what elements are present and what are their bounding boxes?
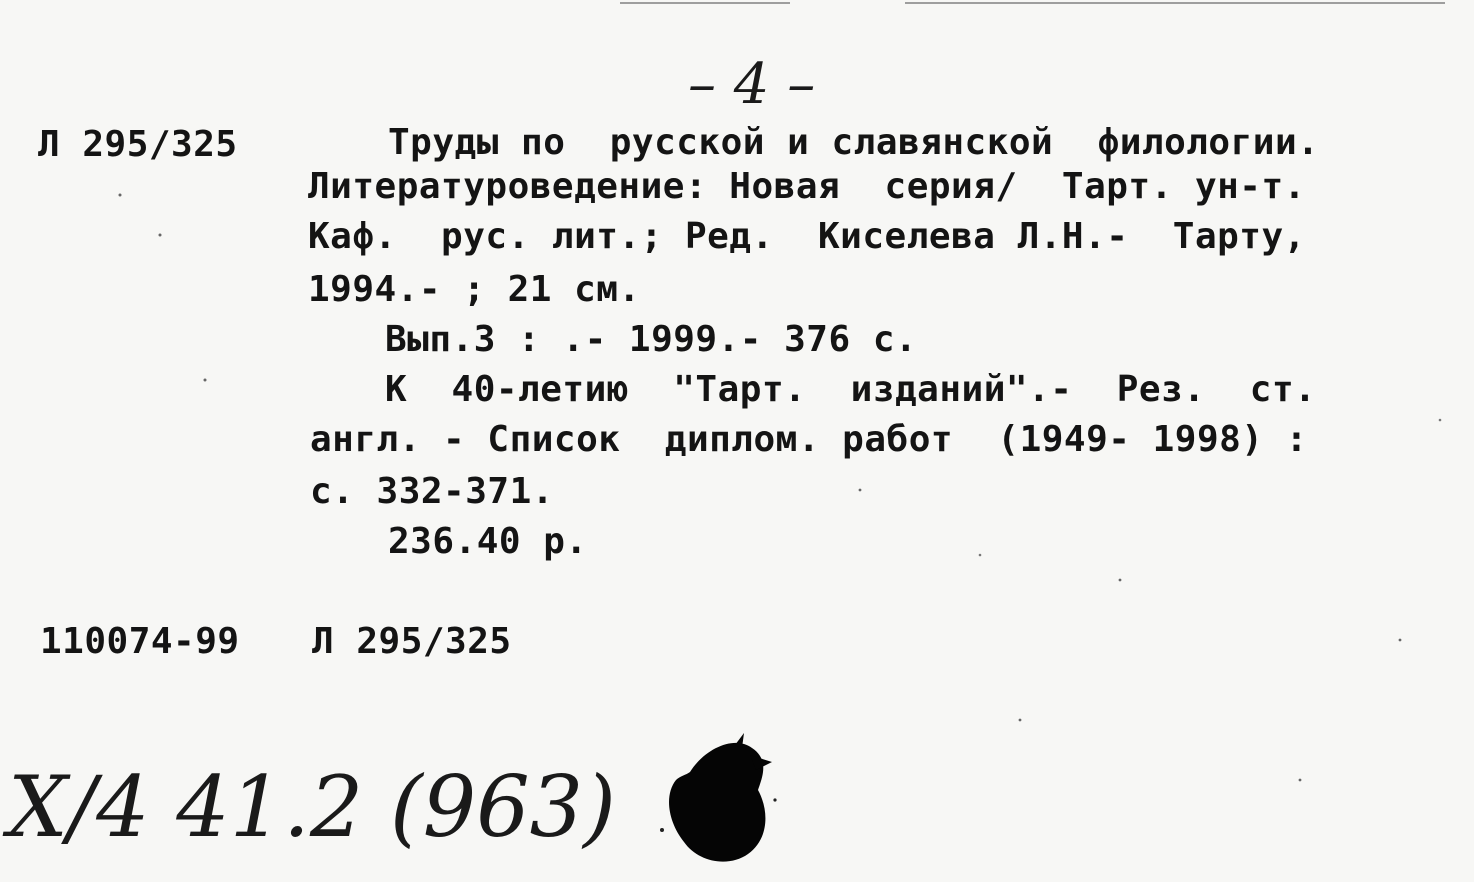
note-line-2: англ. - Список диплом. работ (1949- 1998) :: [310, 419, 1308, 460]
title-line-3: Каф. рус. лит.; Ред. Киселева Л.Н.- Тарту,: [308, 216, 1306, 257]
handwritten-page-mark: – 4 –: [688, 52, 816, 117]
shelfmark-top: Л 295/325: [38, 124, 238, 165]
price-line: 236.40 р.: [388, 521, 588, 562]
shelfmark-bottom: Л 295/325: [312, 621, 512, 662]
note-line-3: с. 332-371.: [310, 471, 554, 512]
title-line-1: Труды по русской и славянской филологии.: [388, 122, 1320, 163]
accession-number: 110074-99: [40, 621, 240, 662]
note-line-1: К 40-летию "Тарт. изданий".- Рез. ст.: [385, 369, 1317, 410]
issue-line: Вып.3 : .- 1999.- 376 с.: [385, 319, 918, 360]
handwritten-classification: Х/4 41.2 (963): [8, 758, 616, 856]
title-line-4: 1994.- ; 21 см.: [308, 269, 641, 310]
title-line-2: Литературоведение: Новая серия/ Тарт. ун-т.: [308, 166, 1306, 207]
